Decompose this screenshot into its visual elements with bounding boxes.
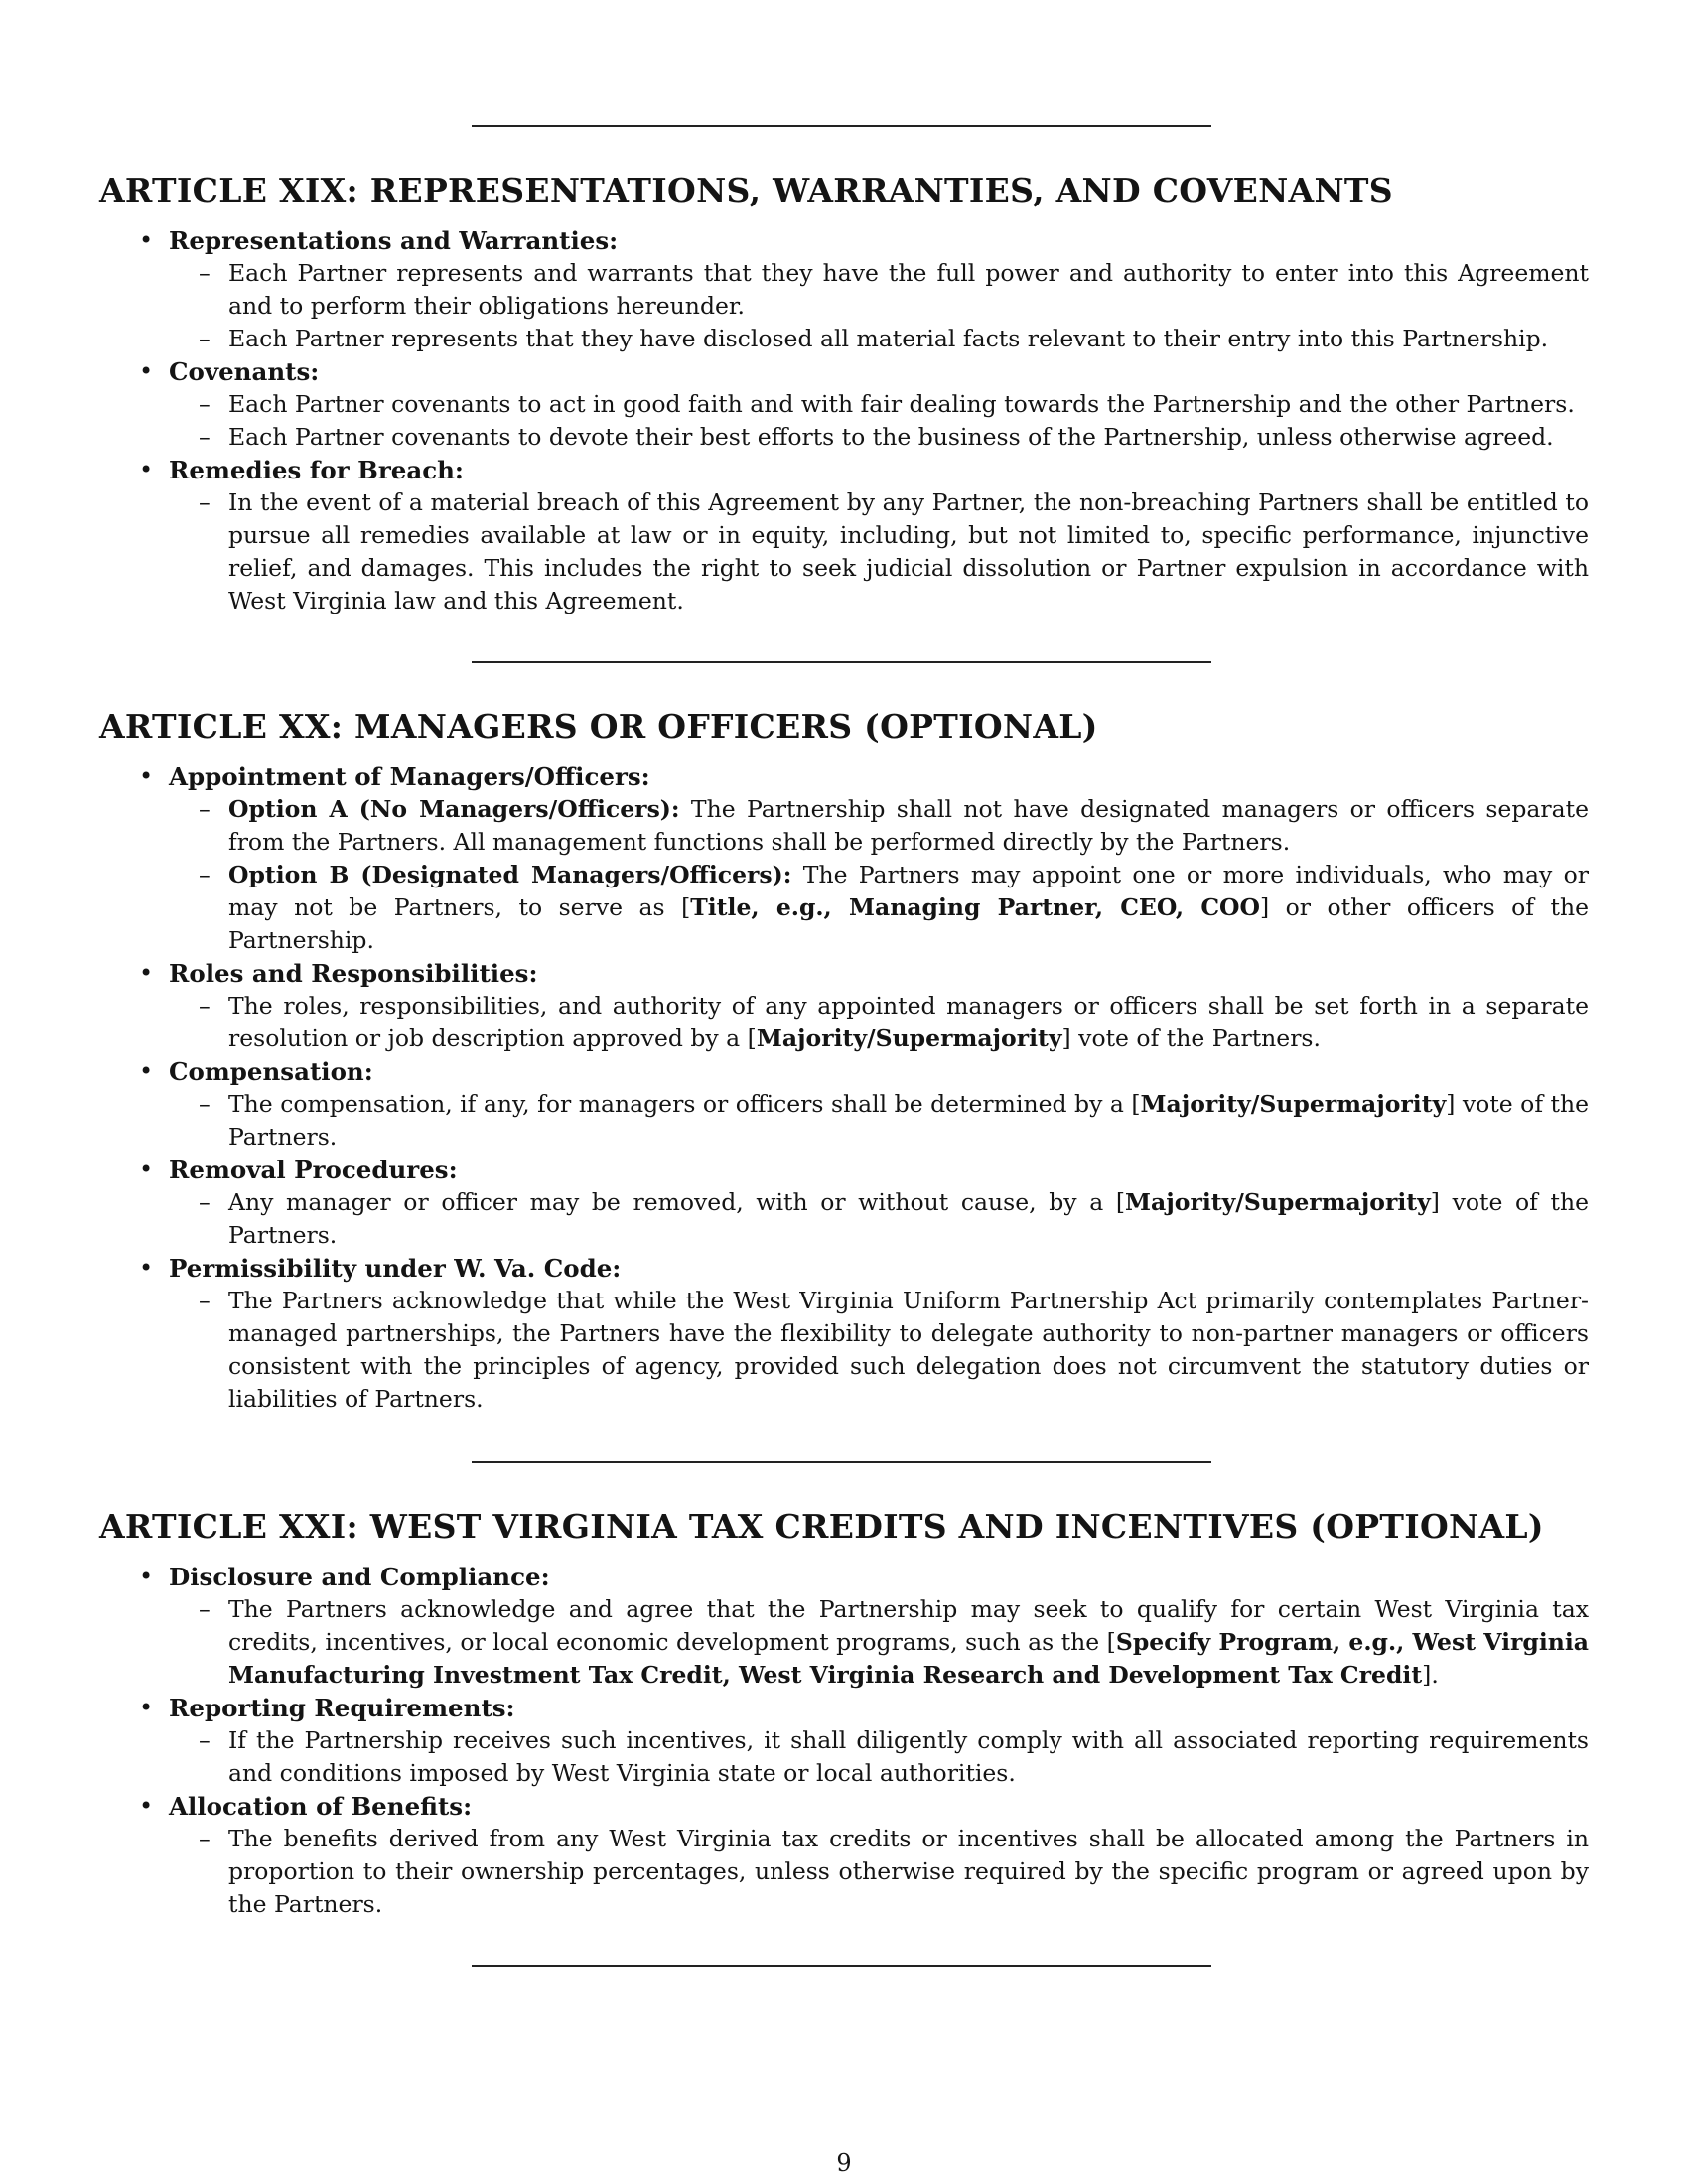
- topic-item: [99, 760, 1589, 957]
- dash-icon: –: [199, 488, 211, 516]
- body-text: ] vote of the Partners.: [228, 1090, 1589, 1151]
- body-text: The Partners acknowledge and agree that the Partnership may seek to qualify for certain West Virginia tax credits, incentives, or local economic development programs, such as the [: [228, 1595, 1589, 1656]
- article-heading: ARTICLE XX: MANAGERS OR OFFICERS (OPTIONAL): [99, 707, 1098, 746]
- sub-item: [169, 421, 1589, 454]
- topic-title: Compensation:: [169, 1057, 373, 1086]
- divider-rule: [472, 661, 1211, 663]
- topic-title: Appointment of Managers/Officers:: [169, 762, 650, 791]
- sub-item: [169, 793, 1589, 859]
- dash-icon: –: [199, 325, 211, 352]
- bold-text: Title, e.g., Managing Partner, CEO, COO: [690, 893, 1260, 921]
- sub-item-list: [169, 1186, 1589, 1252]
- body-text: The roles, responsibilities, and authority of any appointed managers or officers shall be set forth in a separate resolution or job description approved by a [: [228, 992, 1589, 1052]
- body-text: The Partners may appoint one or more individuals, who may or may not be Partners, to serve as [: [228, 861, 1590, 921]
- topic-title: Remedies for Breach:: [169, 456, 464, 484]
- sub-item-list: [169, 1285, 1589, 1416]
- sub-item-list: [169, 1088, 1589, 1154]
- body-text: The Partnership shall not have designated managers or officers separate from the Partners. All management functions shall be performed directly by the Partners.: [228, 795, 1589, 856]
- body-text: ] vote of the Partners.: [1061, 1024, 1321, 1052]
- sub-item-list: [169, 388, 1589, 454]
- body-text: Each Partner represents and warrants that they have the full power and authority to enter into this Agreement and to perform their obligations hereunder.: [228, 259, 1589, 320]
- bullet-icon: •: [139, 959, 154, 987]
- body-text: The benefits derived from any West Virginia tax credits or incentives shall be allocated among the Partners in proportion to their ownership percentages, unless otherwise required by the specific program or agreed upon by the Partners.: [228, 1825, 1589, 1918]
- sub-item: [169, 486, 1589, 617]
- topic-title: Reporting Requirements:: [169, 1694, 515, 1722]
- sub-item-list: [169, 1593, 1589, 1692]
- dash-icon: –: [199, 423, 211, 451]
- topic-item: [99, 1692, 1589, 1790]
- sub-item: [169, 1186, 1589, 1252]
- bullet-icon: •: [139, 226, 154, 254]
- bullet-icon: •: [139, 1057, 154, 1085]
- topic-item: [99, 1154, 1589, 1252]
- sub-item: [169, 1724, 1589, 1790]
- topic-title: Removal Procedures:: [169, 1156, 458, 1184]
- sub-item: [169, 990, 1589, 1055]
- topic-item: [99, 224, 1589, 355]
- article-xix: [99, 171, 1589, 617]
- topic-item: [99, 1055, 1589, 1154]
- topic-item: [99, 454, 1589, 617]
- body-text: The Partners acknowledge that while the West Virginia Uniform Partnership Act primarily contemplates Partner-managed partnerships, the Partners have the flexibility to delegate authority to non-partner managers or officers consistent with the principles of agency, provided such delegation does not circumvent the statutory duties or liabilities of Partners.: [228, 1287, 1589, 1413]
- sub-item-list: [169, 1724, 1589, 1790]
- divider-rule: [472, 1965, 1211, 1967]
- topic-list: [99, 224, 1589, 617]
- sub-item-list: [169, 1823, 1589, 1921]
- topic-item: [99, 957, 1589, 1055]
- body-text: Each Partner covenants to devote their best efforts to the business of the Partnership, unless otherwise agreed.: [228, 423, 1554, 451]
- topic-item: [99, 355, 1589, 454]
- bullet-icon: •: [139, 1792, 154, 1820]
- body-text: Each Partner represents that they have disclosed all material facts relevant to their entry into this Partnership.: [228, 325, 1549, 352]
- bold-text: Specify Program, e.g., West Virginia Manufacturing Investment Tax Credit, West Virginia Research and Development Tax Credit: [228, 1628, 1589, 1689]
- divider-rule: [472, 1461, 1211, 1463]
- sub-item: [169, 257, 1589, 323]
- topic-item: [99, 1561, 1589, 1692]
- dash-icon: –: [199, 1188, 211, 1216]
- sub-item-list: [169, 990, 1589, 1055]
- article-xx: [99, 707, 1589, 1416]
- dash-icon: –: [199, 861, 211, 888]
- article-heading: ARTICLE XXI: WEST VIRGINIA TAX CREDITS AND INCENTIVES (OPTIONAL): [99, 1507, 1544, 1546]
- page-number: 9: [836, 2149, 852, 2177]
- topic-item: [99, 1790, 1589, 1921]
- dash-icon: –: [199, 1287, 211, 1314]
- body-text: Any manager or officer may be removed, with or without cause, by a [: [228, 1188, 1126, 1216]
- bullet-icon: •: [139, 456, 154, 483]
- topic-title: Disclosure and Compliance:: [169, 1563, 550, 1591]
- sub-item: [169, 388, 1589, 421]
- topic-item: [99, 1252, 1589, 1416]
- body-text: The compensation, if any, for managers or officers shall be determined by a [: [228, 1090, 1141, 1118]
- body-text: ].: [1422, 1661, 1439, 1689]
- bold-text: Option A (No Managers/Officers):: [228, 795, 680, 823]
- topic-title: Roles and Responsibilities:: [169, 959, 538, 988]
- dash-icon: –: [199, 992, 211, 1020]
- topic-title: Covenants:: [169, 357, 320, 386]
- sub-item: [169, 1593, 1589, 1692]
- dash-icon: –: [199, 1595, 211, 1623]
- bold-text: Majority/Supermajority: [1140, 1090, 1447, 1118]
- bold-text: Majority/Supermajority: [756, 1024, 1062, 1052]
- dash-icon: –: [199, 795, 211, 823]
- sub-item: [169, 323, 1589, 355]
- sub-item-list: [169, 257, 1589, 355]
- topic-title: Representations and Warranties:: [169, 226, 619, 255]
- dash-icon: –: [199, 390, 211, 418]
- bullet-icon: •: [139, 1156, 154, 1183]
- dash-icon: –: [199, 259, 211, 287]
- article-xxi: [99, 1507, 1589, 1921]
- topic-title: Permissibility under W. Va. Code:: [169, 1254, 622, 1283]
- bullet-icon: •: [139, 1694, 154, 1721]
- body-text: If the Partnership receives such incentives, it shall diligently comply with all associated reporting requirements and conditions imposed by West Virginia state or local authorities.: [228, 1726, 1589, 1787]
- bold-text: Majority/Supermajority: [1125, 1188, 1431, 1216]
- sub-item-list: [169, 486, 1589, 617]
- bullet-icon: •: [139, 1254, 154, 1282]
- sub-item: [169, 1823, 1589, 1921]
- dash-icon: –: [199, 1825, 211, 1852]
- bullet-icon: •: [139, 1563, 154, 1590]
- body-text: In the event of a material breach of this Agreement by any Partner, the non-breaching Partners shall be entitled to pursue all remedies available at law or in equity, including, but not limited to, specific performance, injunctive relief, and damages. This includes the right to seek judicial dissolution or Partner expulsion in accordance with West Virginia law and this Agreement.: [228, 488, 1589, 614]
- topic-list: [99, 760, 1589, 1416]
- body-text: Each Partner covenants to act in good faith and with fair dealing towards the Partnership and the other Partners.: [228, 390, 1575, 418]
- body-text: ] vote of the Partners.: [228, 1188, 1590, 1249]
- sub-item: [169, 1088, 1589, 1154]
- body-text: ] or other officers of the Partnership.: [228, 893, 1589, 954]
- bullet-icon: •: [139, 357, 154, 385]
- article-heading: ARTICLE XIX: REPRESENTATIONS, WARRANTIES, AND COVENANTS: [99, 171, 1393, 209]
- divider-rule: [472, 125, 1211, 127]
- dash-icon: –: [199, 1090, 211, 1118]
- dash-icon: –: [199, 1726, 211, 1754]
- topic-title: Allocation of Benefits:: [169, 1792, 473, 1821]
- sub-item: [169, 859, 1589, 957]
- bullet-icon: •: [139, 762, 154, 790]
- topic-list: [99, 1561, 1589, 1921]
- sub-item-list: [169, 793, 1589, 957]
- bold-text: Option B (Designated Managers/Officers):: [228, 861, 792, 888]
- sub-item: [169, 1285, 1589, 1416]
